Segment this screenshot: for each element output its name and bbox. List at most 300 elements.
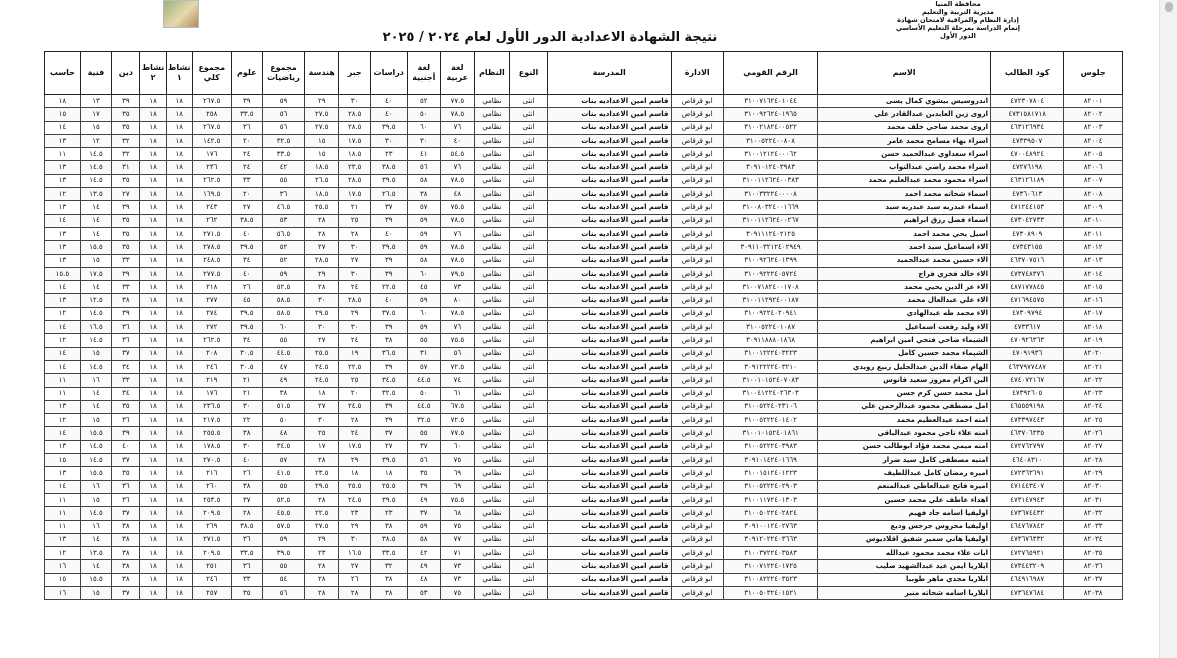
table-cell: ١٨ xyxy=(166,414,192,427)
table-cell: ٣٠٩١٢٠٢٢٤٠٣٦٦٣ xyxy=(723,533,817,546)
table-cell: ٣٠ xyxy=(339,321,370,334)
table-cell: ٥٩ xyxy=(407,294,441,307)
table-cell: ابو قرقاص xyxy=(671,214,723,227)
org-line: مديرية التربية والتعليم xyxy=(921,8,995,16)
table-cell: ٣٦ xyxy=(112,480,140,493)
table-cell: ١٨ xyxy=(166,201,192,214)
table-cell: ٣٦ xyxy=(112,414,140,427)
table-cell: ٨٢٠٠٨ xyxy=(1064,188,1123,201)
table-cell: ٨٢٠٣١ xyxy=(1064,493,1123,506)
student-name-cell: اميره فاتح عبدالعاطي عبدالمنعم xyxy=(818,480,991,493)
table-cell: ١٨ xyxy=(140,360,166,373)
column-header: نشاط ١ xyxy=(166,52,192,95)
table-cell: نظامي xyxy=(474,547,510,560)
table-cell: ٥٩ xyxy=(407,321,441,334)
table-cell: ٢٧٠.٥ xyxy=(192,454,231,467)
school-cell: قاسم امين الاعداديه بنات xyxy=(547,400,671,413)
column-header: لغة أجنبية xyxy=(407,52,441,95)
column-header: مجموع رياضيات xyxy=(263,52,305,95)
table-cell: ٨٢٠٢٥ xyxy=(1064,414,1123,427)
table-cell: ١٥ xyxy=(80,347,111,360)
table-cell: ٣٠٩١٠١٤٢٤٠١٦٦٩ xyxy=(723,454,817,467)
table-cell: نظامي xyxy=(474,467,510,480)
table-cell: ١٨ xyxy=(140,95,166,108)
table-cell: ٢٨ xyxy=(304,573,339,586)
table-cell: ١٨ xyxy=(140,281,166,294)
table-cell: ٣١٠٠٢١٨٢٤٠٠٥٢٢ xyxy=(723,121,817,134)
table-cell: ٣٦ xyxy=(231,560,262,573)
column-header: الرقم القومي xyxy=(723,52,817,95)
student-name-cell: الاء اسماعيل سيد احمد xyxy=(818,241,991,254)
table-cell: نظامي xyxy=(474,148,510,161)
school-cell: قاسم امين الاعداديه بنات xyxy=(547,520,671,533)
table-cell: ٣٨ xyxy=(112,573,140,586)
table-cell: انثى xyxy=(510,134,548,147)
table-cell: ١٨ xyxy=(140,121,166,134)
table-cell: ٢٨ xyxy=(304,214,339,227)
table-cell: ٣٧ xyxy=(112,507,140,520)
table-cell: ٣٢.٥ xyxy=(263,134,305,147)
table-row xyxy=(45,533,1123,546)
table-cell: ١٤ xyxy=(80,387,111,400)
student-name-cell: الين اكرام معزوز سعيد قانوس xyxy=(818,374,991,387)
table-cell: ٢٢ xyxy=(231,414,262,427)
student-name-cell: الشيماء ضاحي فتحي امين ابراهيم xyxy=(818,334,991,347)
student-name-cell: اسماء فضل رزق ابراهيم xyxy=(818,214,991,227)
table-cell: نظامي xyxy=(474,134,510,147)
table-cell: ٢٨.٥ xyxy=(339,108,370,121)
table-cell: ٢٧.٥ xyxy=(304,108,339,121)
table-row xyxy=(45,507,1123,520)
table-cell: ١٦ xyxy=(45,586,81,599)
table-cell: ١٨ xyxy=(140,454,166,467)
table-cell: ابو قرقاص xyxy=(671,560,723,573)
table-cell: انثى xyxy=(510,400,548,413)
table-cell: ٣٢.٥ xyxy=(407,414,441,427)
table-cell: ٢٦٢ xyxy=(192,214,231,227)
table-cell: ٣١٠٠٥٢٢٤٠٢٣١٠٦ xyxy=(723,400,817,413)
table-cell: ٨٢٠٠٩ xyxy=(1064,201,1123,214)
table-cell: ٥٥ xyxy=(407,427,441,440)
table-cell: ٨٢٠٣٨ xyxy=(1064,586,1123,599)
table-cell: ابو قرقاص xyxy=(671,400,723,413)
table-cell: ١٨ xyxy=(166,227,192,240)
column-header: جبر xyxy=(339,52,370,95)
table-cell: ١٧ xyxy=(304,440,339,453)
table-cell: ٢٤ xyxy=(231,148,262,161)
table-cell: انثى xyxy=(510,334,548,347)
table-cell: انثى xyxy=(510,520,548,533)
table-cell: ٢٨.٥ xyxy=(339,174,370,187)
table-cell: ٤٧٣٠٩٧٩٤ xyxy=(991,307,1064,320)
table-cell: ١٥ xyxy=(45,573,81,586)
table-row xyxy=(45,440,1123,453)
table-cell: ٨٢٠٢٧ xyxy=(1064,440,1123,453)
table-row xyxy=(45,360,1123,373)
table-row xyxy=(45,281,1123,294)
table-cell: ٢٦٢.٥ xyxy=(192,334,231,347)
table-cell: انثى xyxy=(510,121,548,134)
table-cell: ٣٣ xyxy=(112,254,140,267)
table-cell: ٢٤.٥ xyxy=(339,493,370,506)
table-cell: ٨٢٠٢٠ xyxy=(1064,347,1123,360)
table-cell: ٣١٠٠٩٢٢٤٠٢٠٩٤١ xyxy=(723,307,817,320)
table-cell: ٥٦ xyxy=(263,108,305,121)
table-cell: ٢٧٢ xyxy=(192,321,231,334)
table-cell: ابو قرقاص xyxy=(671,507,723,520)
vertical-scrollbar[interactable] xyxy=(1159,0,1177,658)
table-cell: ٤٧٠٠٤٨٩٢٤ xyxy=(991,148,1064,161)
table-cell: ابو قرقاص xyxy=(671,148,723,161)
table-cell: ٢٥٨ xyxy=(192,108,231,121)
school-cell: قاسم امين الاعداديه بنات xyxy=(547,387,671,400)
table-row xyxy=(45,254,1123,267)
table-row xyxy=(45,201,1123,214)
table-cell: انثى xyxy=(510,161,548,174)
table-cell: نظامي xyxy=(474,520,510,533)
table-cell: ٣١٠٠٤١٢٢٤٠٢٦٣٠٣ xyxy=(723,387,817,400)
table-cell: ٤٧٢٣٦٣٦٩١ xyxy=(991,467,1064,480)
school-cell: قاسم امين الاعداديه بنات xyxy=(547,148,671,161)
table-cell: ٣٩ xyxy=(370,400,407,413)
table-cell: ١٤ xyxy=(80,281,111,294)
table-cell: ٢٣ xyxy=(339,507,370,520)
table-cell: ١٨ xyxy=(166,454,192,467)
table-cell: ٢٢.٥ xyxy=(304,507,339,520)
table-cell: ٥٢.٥ xyxy=(263,493,305,506)
table-cell: ١٨.٥ xyxy=(304,188,339,201)
table-cell: ٢٧ xyxy=(339,560,370,573)
student-name-cell: الشيماء محمد حسين كامل xyxy=(818,347,991,360)
table-cell: ٨٢٠٢٢ xyxy=(1064,374,1123,387)
table-cell: ٣١٠٠٩٢٦٢٤٠١٩٦٥ xyxy=(723,108,817,121)
school-cell: قاسم امين الاعداديه بنات xyxy=(547,294,671,307)
table-cell: ٢٢.٥ xyxy=(339,360,370,373)
table-cell: ٣٨ xyxy=(112,547,140,560)
student-name-cell: اهداء عاطف علي محمد حسين xyxy=(818,493,991,506)
table-cell: ٤٧٢٧٦١٩٨ xyxy=(991,161,1064,174)
table-cell: ٣١٠٠١١٢٩٢٤٠٠١٨٧ xyxy=(723,294,817,307)
table-cell: ١٨ xyxy=(166,321,192,334)
table-cell: ٢٥.٥ xyxy=(304,201,339,214)
school-cell: قاسم امين الاعداديه بنات xyxy=(547,95,671,108)
table-cell: نظامي xyxy=(474,188,510,201)
table-cell: انثى xyxy=(510,454,548,467)
table-cell: ابو قرقاص xyxy=(671,573,723,586)
table-cell: نظامي xyxy=(474,307,510,320)
table-cell: انثى xyxy=(510,573,548,586)
table-row xyxy=(45,427,1123,440)
org-line: محافظة المنيا xyxy=(935,0,981,8)
table-cell: ٥٢.٥ xyxy=(263,281,305,294)
table-cell: ١٤.٥ xyxy=(80,307,111,320)
table-cell: انثى xyxy=(510,467,548,480)
table-cell: ٢٩ xyxy=(339,520,370,533)
table-row xyxy=(45,400,1123,413)
table-cell: ٣٨ xyxy=(231,427,262,440)
table-cell: ٣٤.٥ xyxy=(263,440,305,453)
table-cell: ١٤ xyxy=(80,214,111,227)
column-header: الادارة xyxy=(671,52,723,95)
table-cell: ٤٢ xyxy=(263,161,305,174)
table-cell: ٣١٠٠٥٢٢٤٠٠٨٠٨ xyxy=(723,134,817,147)
table-cell: ٣٦ xyxy=(112,493,140,506)
table-cell: ٥٩ xyxy=(407,214,441,227)
table-cell: ١٨ xyxy=(166,467,192,480)
table-cell: ٦٠ xyxy=(263,321,305,334)
table-cell: ٣٥ xyxy=(407,467,441,480)
table-cell: ٧٢.٥ xyxy=(441,414,475,427)
table-cell: ٥٥ xyxy=(407,334,441,347)
table-cell: ١٤ xyxy=(45,281,81,294)
table-cell: ٣٩.٥ xyxy=(231,321,262,334)
table-cell: ٢٧.٥ xyxy=(304,520,339,533)
table-cell: نظامي xyxy=(474,440,510,453)
table-cell: ١٢ xyxy=(45,547,81,560)
table-cell: ٧٨.٥ xyxy=(441,174,475,187)
org-line: الدور الأول xyxy=(940,32,976,40)
column-header: علوم xyxy=(231,52,262,95)
table-cell: ٥٩ xyxy=(263,267,305,280)
table-cell: ٢٦٧.٥ xyxy=(192,95,231,108)
table-cell: ٢٥٣.٥ xyxy=(192,493,231,506)
table-cell: ١٨ xyxy=(140,188,166,201)
school-cell: قاسم امين الاعداديه بنات xyxy=(547,480,671,493)
table-cell: ٣٠ xyxy=(231,440,262,453)
table-cell: ابو قرقاص xyxy=(671,227,723,240)
table-cell: ١٦ xyxy=(80,480,111,493)
table-cell: نظامي xyxy=(474,573,510,586)
table-cell: نظامي xyxy=(474,347,510,360)
table-cell: ٨٢٠٠٦ xyxy=(1064,161,1123,174)
table-cell: انثى xyxy=(510,108,548,121)
table-cell: ٢٨.٥ xyxy=(339,294,370,307)
table-cell: ٢٣.٥ xyxy=(304,467,339,480)
student-name-cell: الاء عز الدين يحيي محمد xyxy=(818,281,991,294)
table-cell: ٣١ xyxy=(112,161,140,174)
table-cell: ٤٦٣١٢٦٩٣٤ xyxy=(991,121,1064,134)
table-cell: ٧٧.٥ xyxy=(441,427,475,440)
table-cell: ٨٢٠١٨ xyxy=(1064,321,1123,334)
table-cell: ٤٧٣٣٦١٧ xyxy=(991,321,1064,334)
table-cell: ١٥ xyxy=(80,121,111,134)
table-cell: ٢١٨ xyxy=(192,281,231,294)
table-cell: انثى xyxy=(510,294,548,307)
table-cell: ٨٢٠٠٤ xyxy=(1064,134,1123,147)
table-cell: ٣١٠٠٧١٢٢٤٠١٧٢٥ xyxy=(723,560,817,573)
table-cell: ٢٨ xyxy=(304,227,339,240)
table-cell: ابو قرقاص xyxy=(671,454,723,467)
table-cell: ٣١٠٠٩٢٦٢٤٠١٣٩٩ xyxy=(723,254,817,267)
table-cell: ٨٢٠١٥ xyxy=(1064,281,1123,294)
table-cell: ٧٦ xyxy=(441,227,475,240)
table-cell: ٤٧٣١٥٨١٧١٨ xyxy=(991,108,1064,121)
table-cell: ٣١٠٠٧١٨٢٤٠٠١٧٠٨ xyxy=(723,281,817,294)
table-cell: انثى xyxy=(510,241,548,254)
table-cell: انثى xyxy=(510,586,548,599)
scrollbar-thumb[interactable] xyxy=(1165,2,1173,12)
table-cell: ١٨ xyxy=(140,294,166,307)
table-row xyxy=(45,174,1123,187)
student-name-cell: امل محمد حسن كرم حسن xyxy=(818,387,991,400)
table-cell: ٧٥.٥ xyxy=(441,493,475,506)
table-cell: ٢٣ xyxy=(304,547,339,560)
table-cell: ٥٩ xyxy=(407,241,441,254)
table-cell: ٣٣.٥ xyxy=(370,547,407,560)
table-cell: ٤٤.٥ xyxy=(407,400,441,413)
table-cell: ٣٥ xyxy=(112,467,140,480)
table-cell: ١٨ xyxy=(166,493,192,506)
table-cell: نظامي xyxy=(474,507,510,520)
table-cell: نظامي xyxy=(474,454,510,467)
table-cell: ٢٥ xyxy=(339,374,370,387)
table-cell: ٨٢٠٢١ xyxy=(1064,360,1123,373)
table-cell: ابو قرقاص xyxy=(671,307,723,320)
table-cell: ٤٤.٥ xyxy=(263,347,305,360)
table-cell: ٤٧٣٠٤٢٧٣٣ xyxy=(991,214,1064,227)
table-cell: ٢٦٧.٥ xyxy=(192,121,231,134)
table-cell: ٤٧٣١٤٧٩٤٣ xyxy=(991,493,1064,506)
table-cell: ٧٥ xyxy=(441,586,475,599)
table-cell: ٤٧٢٧٦٢٧٩٧ xyxy=(991,440,1064,453)
table-cell: ٣٣.٥ xyxy=(263,148,305,161)
table-cell: ٣٣ xyxy=(231,573,262,586)
column-header: مجموع كلي xyxy=(192,52,231,95)
table-cell: ٤١.٥ xyxy=(263,467,305,480)
table-cell: ٢٤٨.٥ xyxy=(192,254,231,267)
table-row xyxy=(45,334,1123,347)
table-cell: ١٨ xyxy=(140,267,166,280)
table-cell: ٣٣ xyxy=(231,174,262,187)
table-cell: ٣٠ xyxy=(339,267,370,280)
table-cell: ١٢ xyxy=(45,414,81,427)
table-cell: ١٥ xyxy=(80,493,111,506)
table-cell: ٢٦ xyxy=(339,573,370,586)
table-cell: ٣٨ xyxy=(112,533,140,546)
table-cell: ٤٧٢٣٠٧٨٠٤ xyxy=(991,95,1064,108)
table-cell: ٣١٠٠٣٣٢٢٤٠٠٠٠٨ xyxy=(723,188,817,201)
table-row xyxy=(45,560,1123,573)
table-cell: انثى xyxy=(510,427,548,440)
table-cell: ٣٧ xyxy=(407,507,441,520)
table-cell: ٢٦ xyxy=(231,281,262,294)
table-row xyxy=(45,480,1123,493)
table-cell: نظامي xyxy=(474,294,510,307)
table-cell: انثى xyxy=(510,533,548,546)
table-header-row xyxy=(45,52,1123,95)
table-cell: ٤٧٢٧٦٥٩٢١ xyxy=(991,547,1064,560)
table-cell: ٢٨ xyxy=(339,586,370,599)
issuing-authority xyxy=(868,0,1048,40)
table-cell: ٨٢٠١٠ xyxy=(1064,214,1123,227)
table-cell: ٢٥.٥ xyxy=(370,480,407,493)
table-cell: ٤٧٣٦٧٦٣٣٢ xyxy=(991,533,1064,546)
table-cell: ١٤.٥ xyxy=(80,507,111,520)
table-cell: ٣٠ xyxy=(231,400,262,413)
table-cell: ابو قرقاص xyxy=(671,427,723,440)
table-cell: ٤٧٣٣٩٥٠٧ xyxy=(991,134,1064,147)
table-cell: نظامي xyxy=(474,254,510,267)
table-row xyxy=(45,414,1123,427)
table-cell: ١٨ xyxy=(166,161,192,174)
table-cell: نظامي xyxy=(474,201,510,214)
table-cell: ١٤ xyxy=(80,227,111,240)
student-name-cell: اوليفيا محروس جرجس وديع xyxy=(818,520,991,533)
table-cell: ٢٧٤ xyxy=(192,307,231,320)
table-cell: ٢٥.٥ xyxy=(339,480,370,493)
table-cell: ٦١ xyxy=(441,387,475,400)
table-row xyxy=(45,267,1123,280)
table-cell: ١٤.٥ xyxy=(80,148,111,161)
table-cell: ٢١ xyxy=(231,387,262,400)
table-cell: ٢٧ xyxy=(370,440,407,453)
table-cell: ٢٦.٥ xyxy=(370,188,407,201)
column-header: جلوس xyxy=(1064,52,1123,95)
school-cell: قاسم امين الاعداديه بنات xyxy=(547,586,671,599)
table-cell: ٤٦٣٧٠٦٣٣٥ xyxy=(991,427,1064,440)
table-cell: ١٨ xyxy=(166,573,192,586)
table-cell: نظامي xyxy=(474,560,510,573)
table-cell: ٧٢.٥ xyxy=(441,360,475,373)
table-cell: ٢٧٧.٥ xyxy=(192,267,231,280)
table-cell: ٢٢.٥ xyxy=(370,281,407,294)
table-cell: ٣٣.٥ xyxy=(231,547,262,560)
table-cell: ٣٩.٥ xyxy=(231,241,262,254)
student-name-cell: اسراء محمود محمد عبدالعليم محمد xyxy=(818,174,991,187)
table-cell: ٣١٠٠١١٢٦٢٤٠٠٣٨٣ xyxy=(723,174,817,187)
table-cell: ٤٧٣٠٨٩٠٩ xyxy=(991,227,1064,240)
table-cell: ١٤ xyxy=(80,201,111,214)
table-cell: نظامي xyxy=(474,334,510,347)
table-cell: ٥٢ xyxy=(263,254,305,267)
table-cell: ٨٢٠٢٤ xyxy=(1064,400,1123,413)
table-cell: ٣٠٩١١١٢٤٠٢١٢٥ xyxy=(723,227,817,240)
table-cell: ٢١٧.٥ xyxy=(192,414,231,427)
table-cell: ٣٠٩١١٠٣٢١٢٤٠٢٩٤٩ xyxy=(723,241,817,254)
table-cell: ٥٧ xyxy=(407,360,441,373)
table-cell: ٣٦ xyxy=(231,121,262,134)
table-cell: ١٨ xyxy=(140,334,166,347)
student-name-cell: ايات علاء محمد محمود عبدالله xyxy=(818,547,991,560)
table-cell: ٣٠ xyxy=(370,134,407,147)
table-cell: ٤٩ xyxy=(407,493,441,506)
table-cell: ١٨ xyxy=(140,560,166,573)
table-cell: ٤٠ xyxy=(370,95,407,108)
table-cell: ٤٥ xyxy=(407,281,441,294)
table-cell: ٣٠ xyxy=(407,134,441,147)
table-cell: ١٥ xyxy=(304,148,339,161)
table-cell: ٥٨ xyxy=(407,533,441,546)
table-cell: ٣٤ xyxy=(231,254,262,267)
table-cell: ١٥ xyxy=(45,108,81,121)
table-cell: ٢٥.٥ xyxy=(304,347,339,360)
table-cell: نظامي xyxy=(474,360,510,373)
table-cell: ١٤.٥ xyxy=(80,161,111,174)
table-cell: ١٨ xyxy=(45,95,81,108)
column-header: هندسة xyxy=(304,52,339,95)
table-cell: ٣٠ xyxy=(339,241,370,254)
table-cell: ١٨ xyxy=(166,294,192,307)
table-cell: ٣٦.٥ xyxy=(370,347,407,360)
table-cell: ٤٧٣٤٤٣٢٠٩ xyxy=(991,560,1064,573)
table-row xyxy=(45,108,1123,121)
table-cell: انثى xyxy=(510,440,548,453)
table-cell: ٥٧ xyxy=(263,454,305,467)
table-cell: ابو قرقاص xyxy=(671,387,723,400)
document-title: نتيجة الشهادة الاعدادية الدور الأول لعام ٢٠٢٤ / ٢٠٢٥ xyxy=(382,30,718,45)
table-row xyxy=(45,294,1123,307)
table-row xyxy=(45,387,1123,400)
